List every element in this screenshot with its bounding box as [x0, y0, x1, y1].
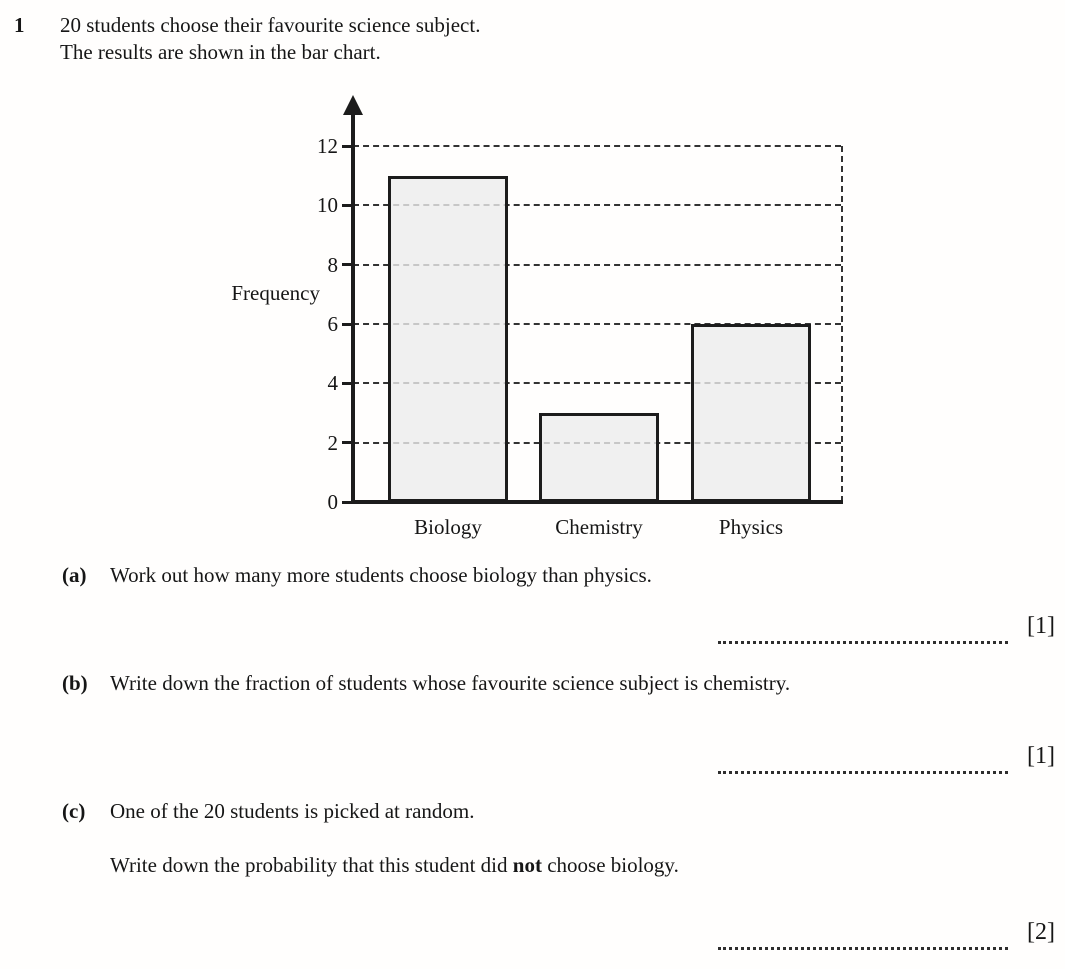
part-c-label: (c) — [62, 799, 86, 823]
part-c-answer-dotted-line — [718, 917, 1008, 950]
y-tick-label-12: 12 — [317, 134, 338, 158]
part-a-text: Work out how many more students choose biology than physics. — [110, 563, 652, 587]
part-b-text: Write down the fraction of students whose favourite science subject is chemistry. — [110, 671, 791, 695]
question-intro-line-1: 20 students choose their favourite science subject. — [60, 13, 481, 37]
y-axis-arrowhead — [343, 95, 363, 115]
bar-physics — [691, 324, 811, 502]
y-tick-label-4: 4 — [327, 371, 338, 396]
part-b-marks: [1] — [1027, 743, 1055, 769]
part-c-text-segment-after: choose biology. — [541, 853, 679, 877]
gridline-12 — [353, 145, 841, 147]
category-label-chemistry: Chemistry — [555, 515, 643, 539]
part-b-label: (b) — [62, 671, 88, 695]
part-c-answer-row — [718, 914, 1055, 950]
question-intro-line-2: The results are shown in the bar chart. — [60, 40, 381, 64]
category-label-biology: Biology — [414, 515, 482, 539]
bar-chemistry — [539, 413, 659, 502]
y-tick-label-10: 10 — [317, 193, 338, 218]
y-axis-label: Frequency — [231, 281, 320, 305]
part-c-marks: [2] — [1027, 919, 1055, 945]
category-label-physics: Physics — [718, 515, 784, 539]
y-tick-label-6: 6 — [327, 312, 338, 336]
bar-biology — [388, 176, 508, 502]
y-tick-label-0: 0 — [327, 490, 338, 514]
y-tick-label-8: 8 — [327, 252, 338, 277]
part-c-text-line-1: One of the 20 students is picked at random. — [110, 799, 475, 823]
part-c-text-line-2 — [110, 852, 679, 879]
not-emphasis: not — [512, 853, 542, 877]
part-a-label: (a) — [62, 563, 87, 587]
chart-right-border — [841, 146, 843, 502]
part-c-text-segment-before: Write down the probability that this student did — [110, 853, 513, 877]
part-b-answer-row — [718, 738, 1055, 774]
part-a-answer-dotted-line — [718, 611, 1008, 644]
y-tick-label-2: 2 — [327, 430, 338, 455]
y-axis-line — [351, 108, 355, 502]
part-a-answer-row — [718, 608, 1055, 644]
part-a-marks: [1] — [1027, 613, 1055, 639]
x-axis-line — [351, 500, 843, 504]
part-b-answer-dotted-line — [718, 741, 1008, 774]
question-number: 1 — [14, 13, 25, 37]
